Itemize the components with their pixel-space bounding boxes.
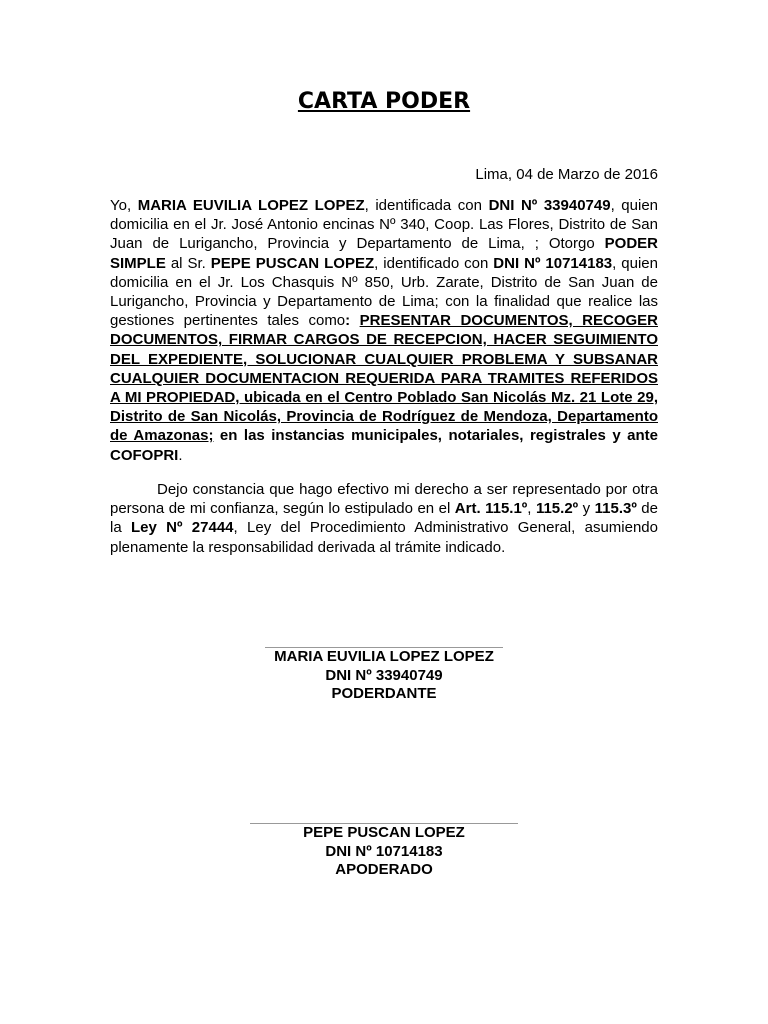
text-run: , Ley del Procedimiento Administrativo General, asumiendo plenamente la responsabilidad derivada al trámite indicado. (110, 519, 658, 556)
signer-name: PEPE PUSCAN LOPEZ (303, 824, 465, 841)
paragraph-grant (110, 196, 658, 465)
text-run: . (178, 446, 183, 464)
power-type: PODER SIMPLE (110, 235, 658, 272)
date-line: Lima, 04 de Marzo de 2016 (475, 166, 658, 183)
attorney-name: PEPE PUSCAN LOPEZ (210, 254, 375, 272)
text-run: , quien domicilia en el Jr. José Antonio encinas Nº 340, Coop. Las Flores, Distrito de San Juan de Lurigancho, Provincia y Departamento de Lima, ; Otorgo (110, 197, 659, 253)
text-run: : (345, 312, 360, 330)
signature-block-attorney (0, 824, 768, 880)
instances: en las instancias municipales, notariales, registrales y ante COFOPRI (110, 427, 658, 464)
text-run: , quien domicilia en el Jr. Los Chasquis Nº 850, Urb. Zarate, Distrito de San Juan de Lurigancho, Provincia y Departamento de Lima; con la finalidad que realice las gestiones pertinentes tales como (110, 254, 658, 330)
text-run: , (527, 500, 536, 518)
text-run: , identificada con (364, 197, 489, 214)
paragraph-legal-basis (110, 480, 658, 557)
powers-granted: PRESENTAR DOCUMENTOS, RECOGER DOCUMENTOS, FIRMAR CARGOS DE RECEPCION, HACER SEGUIMIENTO DEL EXPEDIENTE, SOLUCIONAR CUALQUIER PROBLEMA Y SUBSANAR CUALQUIER DOCUMENTACION REQUERIDA PARA TRAMITES REFERIDOS A MI PROPIEDAD, ubicada en el Centro Poblado San Nicolás Mz. 21 Lote 29, Distrito de San Nicolás, Provincia de Rodríguez de Mendoza, Departamento de Amazonas; (110, 312, 658, 445)
article-ref: 115.3º (594, 500, 637, 518)
signer-name: MARIA EUVILIA LOPEZ LOPEZ (274, 648, 494, 665)
signer-role: PODERDANTE (331, 685, 437, 702)
article-ref: Art. 115.1º (454, 500, 528, 518)
grantor-name: MARIA EUVILIA LOPEZ LOPEZ (137, 197, 365, 214)
signer-dni: DNI Nº 10714183 (325, 842, 443, 860)
law-ref: Ley Nº 27444 (131, 519, 234, 537)
attorney-dni: DNI Nº 10714183 (493, 254, 613, 272)
grantor-dni: DNI Nº 33940749 (488, 197, 611, 214)
text-run: de la (110, 500, 658, 537)
article-ref: 115.2º (535, 500, 579, 518)
text-run: Dejo constancia que hago efectivo mi derecho a ser representado por otra persona de mi confianza, según lo estipulado en el (110, 481, 658, 518)
signature-block-grantor (0, 648, 768, 704)
text-run: Yo, (110, 197, 138, 214)
text-run: al Sr. (165, 254, 211, 272)
signer-role: APODERADO (335, 861, 433, 878)
document-title: CARTA PODER (297, 89, 471, 114)
text-run: , identificado con (374, 254, 494, 272)
signer-dni: DNI Nº 33940749 (325, 666, 443, 684)
text-run: y (578, 500, 595, 518)
